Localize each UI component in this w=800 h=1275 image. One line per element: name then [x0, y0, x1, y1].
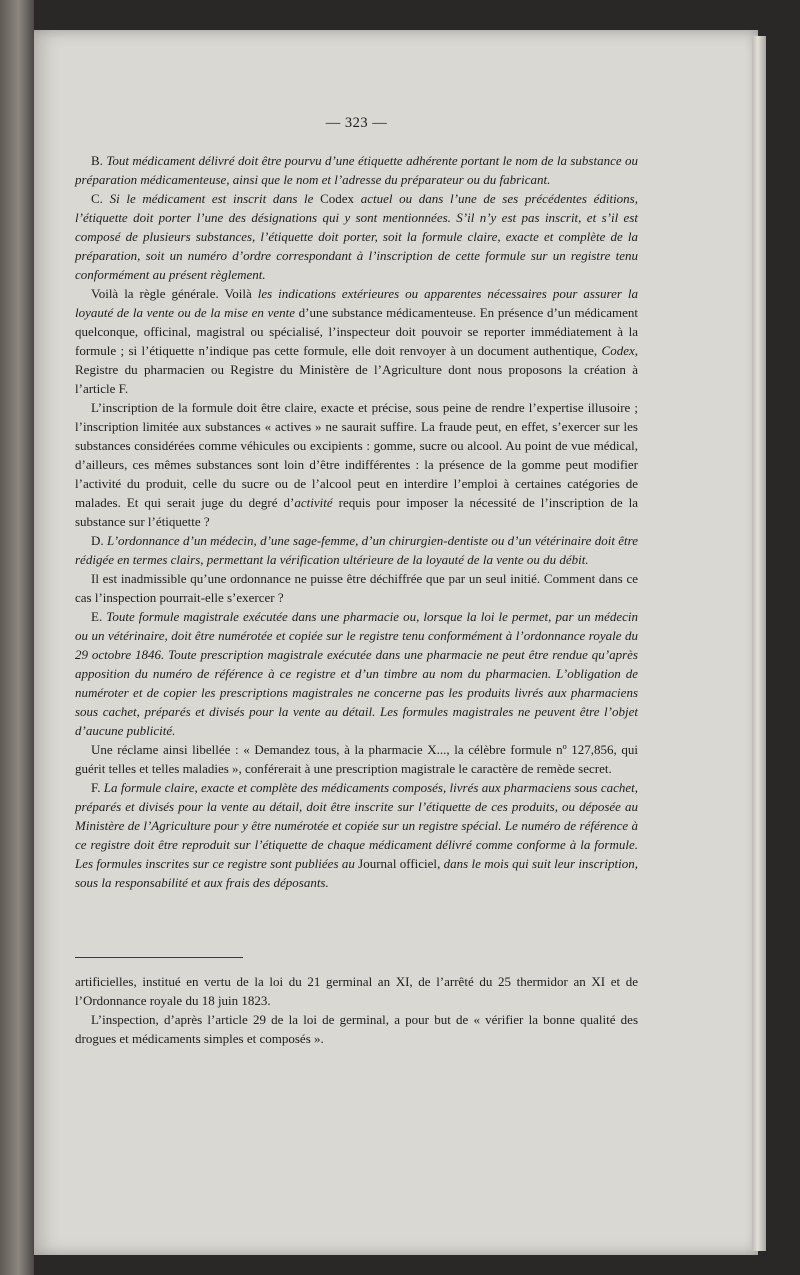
text-run: C. — [91, 191, 110, 206]
text-run: L’inspection, d’après l’article 29 de la loi de germinal, a pour but de « vérifier la bonne qualité des drogues et médicaments simples et composés ». — [75, 1012, 638, 1046]
text-run: B. — [91, 153, 107, 168]
italic-run: actuel ou dans l’une de ses précédentes éditions, l’étiquette doit porter l’une des désignations qui y sont mentionnées. S’il n’y est pas inscrit, et s’il est composé de plusieurs substances, l’étiquette doit porter, soit la formule claire, exacte et complète de la préparation, soit un numéro d’ordre correspondant à l’inscription de cette formule sur un registre tenu conformément au présent règlement. — [75, 191, 638, 282]
text-run: Journal officiel — [358, 856, 438, 871]
text-run: F. — [91, 780, 104, 795]
text-run: artificielles, institué en vertu de la loi du 21 germinal an XI, de l’arrêté du 25 thermidor an XI et de l’Ordonnance royale du 18 juin 1823. — [75, 974, 638, 1008]
paragraph-ordonnance — [75, 569, 638, 607]
italic-run: Tout médicament délivré doit être pourvu d’une étiquette adhérente portant le nom de la substance ou préparation médicamenteuse, ainsi que le nom et l’adresse du préparateur ou du fabricant. — [75, 153, 638, 187]
text-run: D. — [91, 533, 107, 548]
italic-run: Codex — [601, 343, 635, 358]
text-run: L’inscription de la formule doit être claire, exacte et précise, sous peine de rendre l’expertise illusoire ; l’inscription limitée aux substances « actives » ne saurait suffire. La fraude peut, en effet, s’exercer sur les substances considérées comme véhicules ou excipients : gomme, sucre ou alcool. Au point de vue médical, d’ailleurs, ces mêmes substances sont loin d’être indifférentes : la présence de la gomme peut modifier l’activité du produit, celle du sucre ou de l’alcool peut en interdire l’emploi à certaines catégories de malades. Et qui serait juge du degré d’ — [75, 400, 638, 510]
footnote-continuation — [75, 972, 638, 1010]
italic-run: les indications extérieures ou apparentes nécessaires pour assurer la loyauté de la vente ou de la mise en vente — [75, 286, 639, 320]
italic-run: L’ordonnance d’un médecin, d’une sage-femme, d’un chirurgien-dentiste ou d’un vétérinaire doit être rédigée en termes clairs, permettant la vérification ultérieure de la loyauté de la vente ou du débit. — [75, 533, 639, 567]
paragraph-e — [75, 607, 638, 740]
paragraph-d — [75, 531, 638, 569]
footnote-inspection — [75, 1010, 638, 1048]
italic-run: Toute formule magistrale exécutée dans une pharmacie ou, lorsque la loi le permet, par un médecin ou un vétérinaire, doit être numérotée et copiée sur le registre tenu conformément à l’ordonnance royale du 29 octobre 1846. Toute prescription magistrale exécutée dans une pharmacie ne peut être rendue qu’après apposition du numéro de référence à ce registre et d’un timbre au nom du pharmacien. L’obligation de numéroter et de copier les prescriptions magistrales ne concerne pas les produits livrés aux pharmaciens sous cachet, préparés et divisés pour la vente au détail. Les formules magistrales ne peuvent être l’objet d’aucune publicité. — [75, 609, 638, 738]
paragraph-c — [75, 189, 638, 284]
paragraph-inscription — [75, 398, 638, 531]
text-run: d’une substance médicamenteuse. En présence d’un médicament quelconque, officinal, magistral ou spécialisé, l’inspecteur doit pouvoir se reporter immédiatement à la formule ; si l’étiquette n’indique pas cette formule, elle doit renvoyer à un document authentique, — [75, 305, 638, 358]
text-run: Une réclame ainsi libellée : « Demandez tous, à la pharmacie X..., la célèbre formule nº 127,856, qui guérit telles et telles maladies », conférerait à une prescription magistrale le caractère de remède secret. — [75, 742, 638, 776]
page-stack-edge — [752, 36, 766, 1251]
text-run: Voilà la règle générale. Voilà — [91, 286, 258, 301]
previous-page-edge — [0, 0, 34, 1275]
footnote-divider — [75, 957, 243, 958]
text-run: E. — [91, 609, 107, 624]
text-run: Il est inadmissible qu’une ordonnance ne puisse être déchiffrée que par un seul initié. Comment dans ce cas l’inspection pourrait-elle s’exercer ? — [75, 571, 638, 605]
paragraph-reclame — [75, 740, 638, 778]
italic-run: La formule claire, exacte et complète des médicaments composés, livrés aux pharmaciens sous cachet, préparés et divisés pour la vente au détail, doit être inscrite sur l’étiquette de ces produits, ou déposée au Ministère de l’Agriculture pour y être numérotée et copiée sur un registre spécial. Le numéro de référence à ce registre doit être reproduit sur l’étiquette de chaque médicament délivré comme conforme à la formule. Les formules inscrites sur ce registre sont publiées au — [75, 780, 638, 871]
paragraph-f — [75, 778, 638, 892]
italic-run: , dans le mois qui suit leur inscription, sous la responsabilité et aux frais des déposants. — [75, 856, 638, 890]
footnotes — [75, 972, 638, 1048]
main-text — [75, 151, 638, 892]
italic-run: activité — [294, 495, 333, 510]
paragraph-b — [75, 151, 638, 189]
page-number: — 323 — — [325, 115, 388, 131]
text-run: , Registre du pharmacien ou Registre du Ministère de l’Agriculture dont nous proposons la création à l’article F. — [75, 343, 638, 396]
italic-run: Si le médicament est inscrit dans le — [109, 191, 321, 206]
paragraph-general-rule — [75, 284, 638, 398]
text-run: Codex — [320, 191, 355, 206]
text-run: requis pour imposer la nécessité de l’inscription de la substance sur l’étiquette ? — [75, 495, 638, 529]
